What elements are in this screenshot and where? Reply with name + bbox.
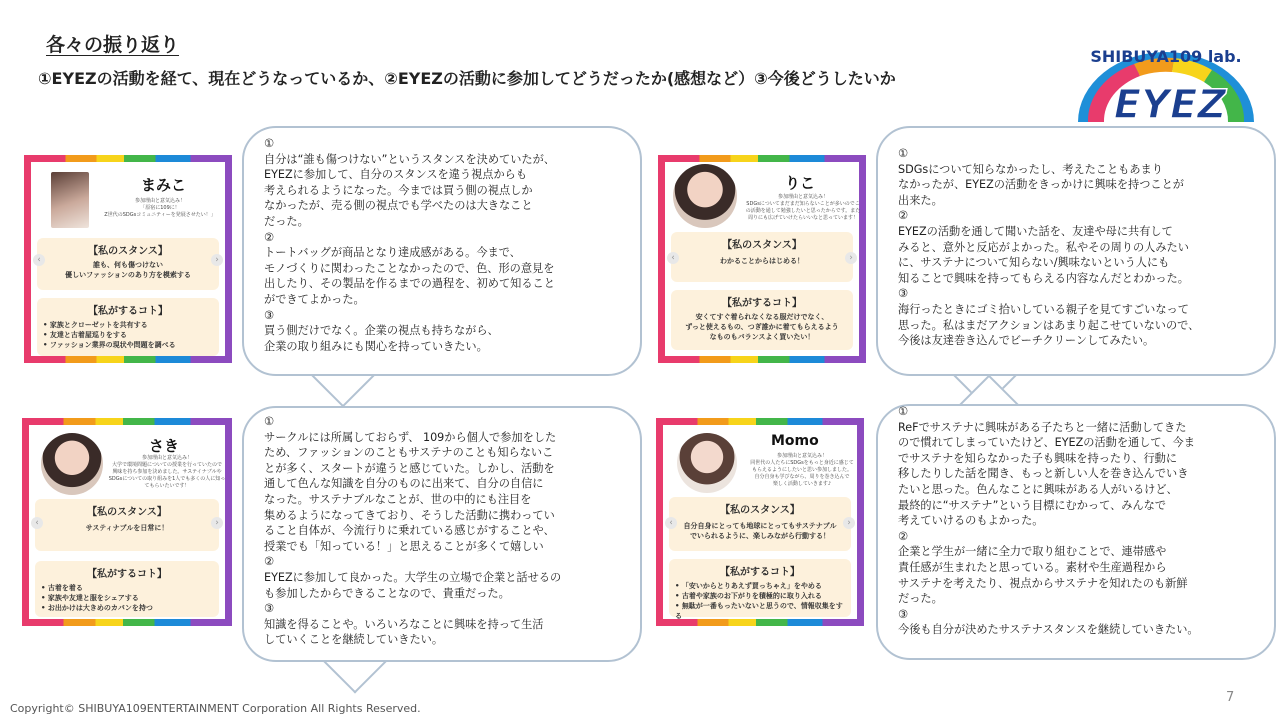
carousel-next-icon[interactable]: ›: [845, 252, 857, 264]
profile-desc: 参加理由と意気込み！ 「原宿に109に！ Z世代のSDGsコミュニティーを発展させたい！」: [104, 198, 216, 218]
avatar: [51, 172, 89, 228]
profile-card-momo: [656, 418, 864, 626]
action-box: 【私がするコト】 • 「安いからとりあえず買っちゃえ」をやめる • 古着や家族のお下がりを積極的に取り入れる • 無駄が一番もったいないと思うので、情報収集をする: [669, 559, 851, 617]
logo-main-text: EYEZ: [1113, 82, 1227, 126]
carousel-prev-icon[interactable]: ‹: [667, 252, 679, 264]
avatar: [41, 433, 103, 495]
avatar: [677, 433, 737, 493]
action-box: 【私がするコト】 安くてすぐ着られなくなる服だけでなく、 ずっと使えるもの、つぎ誰かに着てもらえるよう なものもバランスよく買いたい！: [671, 290, 853, 350]
stance-box: 【私のスタンス】 わかることからはじめる！: [671, 232, 853, 282]
carousel-prev-icon[interactable]: ‹: [31, 517, 43, 529]
page-subtitle: ①EYEZの活動を経て、現在どうなっているか、②EYEZの活動に参加してどうだったか(感想など）③今後どうしたいか: [38, 69, 896, 88]
profile-desc: 参加理由と意気込み！ 大学で環境問題についての授業を行っていたので 興味を持ち参加を決めました。サステイナブルやSDGsについての取り組みを1人でも多くの人に知ってもらいたいです！: [108, 455, 226, 489]
stance-box: 【私のスタンス】 自分自身にとっても地球にとってもサステナブル でいられるように、楽しみながら行動する！: [669, 497, 851, 551]
profile-name: まみこ: [141, 176, 187, 194]
carousel-prev-icon[interactable]: ‹: [665, 517, 677, 529]
comment-text-mamiko: ① 自分は“誰も傷つけない”というスタンスを決めていたが、 EYEZに参加して、自分のスタンスを違う視点からも 考えられるようになった。今までは買う側の視点しか なかったが、売る側の視点でも学べたのは大きなこと だった。 ② トートバッグが商品となり達成感がある。今まで、 モノづくりに関わったことなかったので、色、形の意見を 出したり、その製品を作るまでの過程を、初めて知ること ができてよかった。 ③ 買う側だけでなく。企業の視点も持ちながら、 企業の取り組みにも関心を持っていきたい。: [264, 137, 555, 353]
avatar: [673, 164, 737, 228]
profile-card-riko: [658, 155, 866, 363]
profile-desc: 参加理由と意気込み！ 同世代の人たちにSDGsをもっと身近に感じて もらえるようにしたいと思い参加しました。 自分自身も学びながら、周りを巻き込んで 楽しく活動していきます♪: [750, 453, 854, 487]
carousel-next-icon[interactable]: ›: [843, 517, 855, 529]
carousel-next-icon[interactable]: ›: [211, 254, 223, 266]
profile-name: Momo: [771, 433, 819, 449]
profile-name: りこ: [785, 174, 816, 192]
profile-card-mamiko: [24, 155, 232, 363]
comment-text-riko: ① SDGsについて知らなかったし、考えたこともあまり なかったが、EYEZの活動をきっかけに興味を持つことが 出来た。 ② EYEZの活動を通して聞いた話を、友達や母に共有して みると、意外と反応がよかった。私やその周りの人みたい に、サステナについて知らない/興味ないという人にも 知ることで興味を持ってもらえる内容なんだとわかった。 ③ 海行ったときにゴミ拾いしている親子を見てすごいなって 思った。私はまだアクションはあまり起こせていないので、 今後は友達巻き込んでビーチクリーンしてみたい。: [898, 147, 1200, 348]
comment-text-saki: ① サークルには所属しておらず、 109から個人で参加をした ため、ファッションのこともサステナのことも知らないこ とが多く、スタートが違うと感じていた。しかし、活動を 通して色んな知識を自分のものに出来て、自分の自信に なった。サステナブルなことが、世の中的にも注目を 集めるようになってきており、そうした活動に携わってい ること自体が、今流行りに乗れている感じがすることや、 授業でも「知っている！」と思えることが多くて嬉しい ② EYEZに参加して良かった。大学生の立場で企業と話せるの も参加したからできることなので、貴重だった。 ③ 知識を得ることや。いろいろなことに興味を持って生活 していくことを継続していきたい。: [264, 415, 562, 647]
copyright-footer: Copyright© SHIBUYA109ENTERTAINMENT Corporation All Rights Reserved.: [10, 702, 421, 715]
profile-card-saki: [22, 418, 232, 626]
logo-top-text: SHIBUYA109 lab.: [1090, 47, 1242, 66]
page-title: 各々の振り返り: [46, 34, 180, 56]
action-box: 【私がするコト】 • 古着を着る • 家族や友達と服をシェアする • お出かけは大きめのカバンを持つ: [35, 561, 219, 617]
page-number: 7: [1226, 690, 1235, 705]
carousel-prev-icon[interactable]: ‹: [33, 254, 45, 266]
comment-text-momo: ① ReFでサステナに興味がある子たちと一緒に活動してきた ので慣れてしまっていたけど、EYEZの活動を通して、今ま でサステナを知らなかった子も興味を持ったり、行動に 移したりした話を聞き、もっと新しい人を巻き込んでいき たいと思った。色んなことに興味がある人がいるけど、 最終的に“サステナ”という目標にむかって、みんなで 考えていけるのもよかった。 ② 企業と学生が一緒に全力で取り組むことで、連帯感や 責任感が生まれたと思っている。素材や生産過程から サステナを考えたり、視点からサステナを知れたのも新鮮 だった。 ③ 今後も自分が決めたサステナスタンスを継続していきたい。: [898, 405, 1199, 637]
carousel-next-icon[interactable]: ›: [211, 517, 223, 529]
stance-box: 【私のスタンス】 誰も、何も傷つけない 優しいファッションのあり方を模索する: [37, 238, 219, 290]
action-box: 【私がするコト】 • 家族とクローゼットを共有する • 友達と古着屋巡りをする • ファッション業界の現状や問題を調べる: [37, 298, 219, 356]
profile-name: さき: [149, 437, 180, 455]
profile-desc: 参加理由と意気込み！ SDGsについてまだまだ知らないことが多いのでこの活動を通して勉強したいと思ったからです。また 周りにも広げていけたらいいなと思っています！: [745, 194, 861, 221]
eyez-logo: [1074, 32, 1258, 126]
stance-box: 【私のスタンス】 サスティナブルを日常に！: [35, 499, 219, 551]
